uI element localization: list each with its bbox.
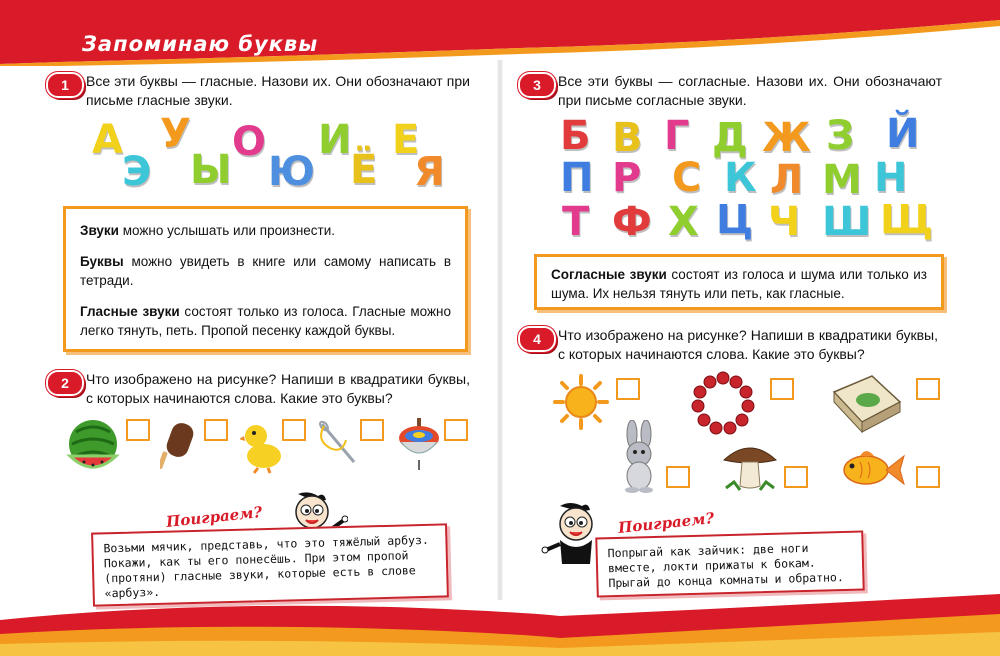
page-title: Запоминаю буквы bbox=[82, 32, 319, 56]
task-2-badge: 2 bbox=[46, 370, 84, 396]
play-title: Поиграем? bbox=[617, 509, 716, 537]
watermelon-icon bbox=[66, 418, 120, 472]
answer-box[interactable] bbox=[204, 419, 228, 441]
consonant-letter: Р bbox=[612, 155, 642, 201]
consonant-letter: К bbox=[724, 155, 757, 201]
answer-box[interactable] bbox=[666, 466, 690, 488]
consonant-letter: Ч bbox=[768, 199, 801, 245]
answer-box[interactable] bbox=[360, 419, 384, 441]
consonant-letter: Ф bbox=[612, 199, 652, 245]
consonant-letter: Б bbox=[560, 113, 591, 159]
consonant-letter: Д bbox=[712, 115, 748, 161]
consonant-letter: Л bbox=[770, 157, 804, 203]
task-2-text: Что изображено на рисунке? Напиши в квадратики буквы, с которых начинаются слова. Какие это буквы? bbox=[86, 371, 470, 406]
consonant-letter: Г bbox=[664, 113, 690, 159]
needle-icon bbox=[316, 418, 360, 468]
vowel-letter: Ю bbox=[268, 149, 315, 195]
consonant-letter: Щ bbox=[880, 197, 934, 243]
popsicle-icon bbox=[160, 420, 200, 476]
answer-box[interactable] bbox=[126, 419, 150, 441]
answer-box[interactable] bbox=[916, 378, 940, 400]
vowel-letter: Ы bbox=[190, 147, 232, 193]
bunny-icon bbox=[614, 420, 664, 494]
consonant-letter: Ш bbox=[822, 199, 872, 245]
consonant-letter: С bbox=[672, 155, 702, 201]
goldfish-icon bbox=[838, 446, 906, 492]
answer-box[interactable] bbox=[916, 466, 940, 488]
vowel-letter: Е bbox=[392, 117, 420, 163]
answer-box[interactable] bbox=[616, 378, 640, 400]
play-title: Поиграем? bbox=[165, 503, 264, 531]
vowel-letter: Э bbox=[122, 149, 152, 195]
consonant-letter: Ж bbox=[762, 115, 811, 161]
book-icon bbox=[828, 372, 904, 434]
task-1-text: Все эти буквы — гласные. Назови их. Они обозначают при письме гласные звуки. bbox=[86, 73, 470, 108]
beads-icon bbox=[690, 370, 756, 438]
play-card: Попрыгай как зайчик: две ноги вместе, локти прижаты к бокам. Прыгай до конца комнаты и обратно. bbox=[595, 531, 864, 598]
consonant-letter: М bbox=[822, 157, 862, 203]
consonant-letter: Н bbox=[874, 155, 908, 201]
consonant-letter: П bbox=[560, 155, 594, 201]
vowels-rule-box: Звуки можно услышать или произнести. Буквы можно увидеть в книге или самому написать в тетради. Гласные звуки состоят только из голоса. Гласные можно легко тянуть, петь. Пропой песенку каждой буквы. bbox=[63, 206, 468, 352]
answer-box[interactable] bbox=[784, 466, 808, 488]
duckling-icon bbox=[240, 418, 284, 474]
consonant-letter: В bbox=[612, 115, 643, 161]
play-card: Возьми мячик, представь, что это тяжёлый арбуз. Покажи, как ты его понесёшь. При этом пропой (протяни) гласные звуки, которые есть в слове «арбуз». bbox=[91, 523, 449, 606]
answer-box[interactable] bbox=[444, 419, 468, 441]
consonant-letter: Ц bbox=[716, 197, 754, 243]
task-4-badge: 4 bbox=[518, 326, 556, 352]
consonant-letter: З bbox=[826, 113, 855, 159]
answer-box[interactable] bbox=[282, 419, 306, 441]
mushroom-icon bbox=[720, 440, 780, 494]
sun-icon bbox=[552, 374, 610, 430]
consonant-letter: Х bbox=[668, 199, 699, 245]
task-3-badge: 3 bbox=[518, 72, 556, 98]
spinning-top-icon bbox=[396, 416, 442, 472]
vowel-letter: А bbox=[92, 117, 123, 163]
vowel-letter: Ё bbox=[350, 147, 378, 193]
page-spine bbox=[497, 60, 503, 600]
vowel-letter: О bbox=[232, 119, 267, 165]
task-4-text: Что изображено на рисунке? Напиши в квадратики буквы, с которых начинаются слова. Какие это буквы? bbox=[558, 327, 938, 362]
vowel-letter: И bbox=[318, 117, 352, 163]
vowel-letter: Я bbox=[414, 149, 445, 195]
vowel-letter: У bbox=[160, 111, 191, 157]
answer-box[interactable] bbox=[770, 378, 794, 400]
consonant-letter: Т bbox=[562, 199, 590, 245]
task-3-text: Все эти буквы — согласные. Назови их. Они обозначают при письме согласные звуки. bbox=[558, 73, 942, 108]
consonant-letter: Й bbox=[886, 111, 920, 157]
consonants-rule-box: Согласные звуки состоят из голоса и шума или только из шума. Их нельзя тянуть или петь, как гласные. bbox=[534, 254, 944, 310]
task-1-badge: 1 bbox=[46, 72, 84, 98]
